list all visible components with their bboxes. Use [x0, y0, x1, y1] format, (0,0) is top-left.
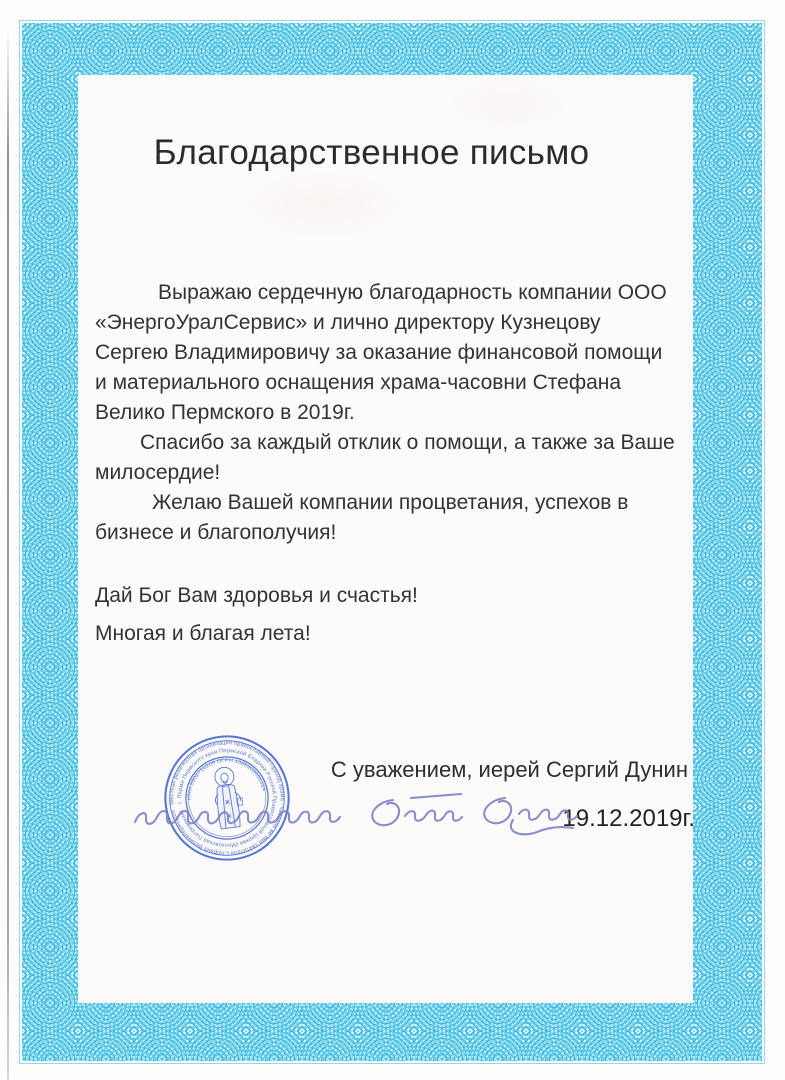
- closing-line: С уважением, иерей Сергий Дунин: [330, 757, 688, 782]
- signature-stroke: [135, 811, 340, 824]
- letter-body: [95, 278, 675, 548]
- stamp-ring-text-outer: Местная религиозная организация православный Приход храма - часовня во имя святителя Стефана Великопермского: [169, 740, 285, 856]
- scan-edge-shadow: [7, 30, 9, 1080]
- stamp-registration-text: ИНН 5902710209 ОГРН 1085900001324: [187, 758, 266, 801]
- signature-stroke: [484, 798, 577, 834]
- signature-handwriting: [125, 786, 590, 846]
- date-text: 19.12.2019г.: [562, 805, 695, 832]
- body-paragraph: Спасибо за каждый отклик о помощи, а также за Ваше милосердие!: [95, 431, 675, 484]
- body-paragraph: Выражаю сердечную благодарность компании ООО «ЭнергоУралСервис» и лично директору Кузнецову Сергею Владимировичу за оказание финансовой помощи и материального оснащения храма-часовни Стефана Велико Пермского в 2019г.: [95, 281, 667, 424]
- stamp-ring-text-middle: г. Перми Пермского края Пермской Епархии Русской Православной Церкви (Московская Патриархия): [177, 748, 277, 848]
- signature-stroke: [372, 794, 462, 825]
- wish-line: Многая и благая лета!: [95, 622, 311, 645]
- saint-halo: [214, 766, 235, 787]
- wish-line: Дай Бог Вам здоровья и счастья!: [95, 584, 418, 607]
- letter-title: Благодарственное письмо: [153, 133, 590, 172]
- body-paragraph: Желаю Вашей компании процветания, успехов в бизнесе и благополучия!: [95, 491, 629, 544]
